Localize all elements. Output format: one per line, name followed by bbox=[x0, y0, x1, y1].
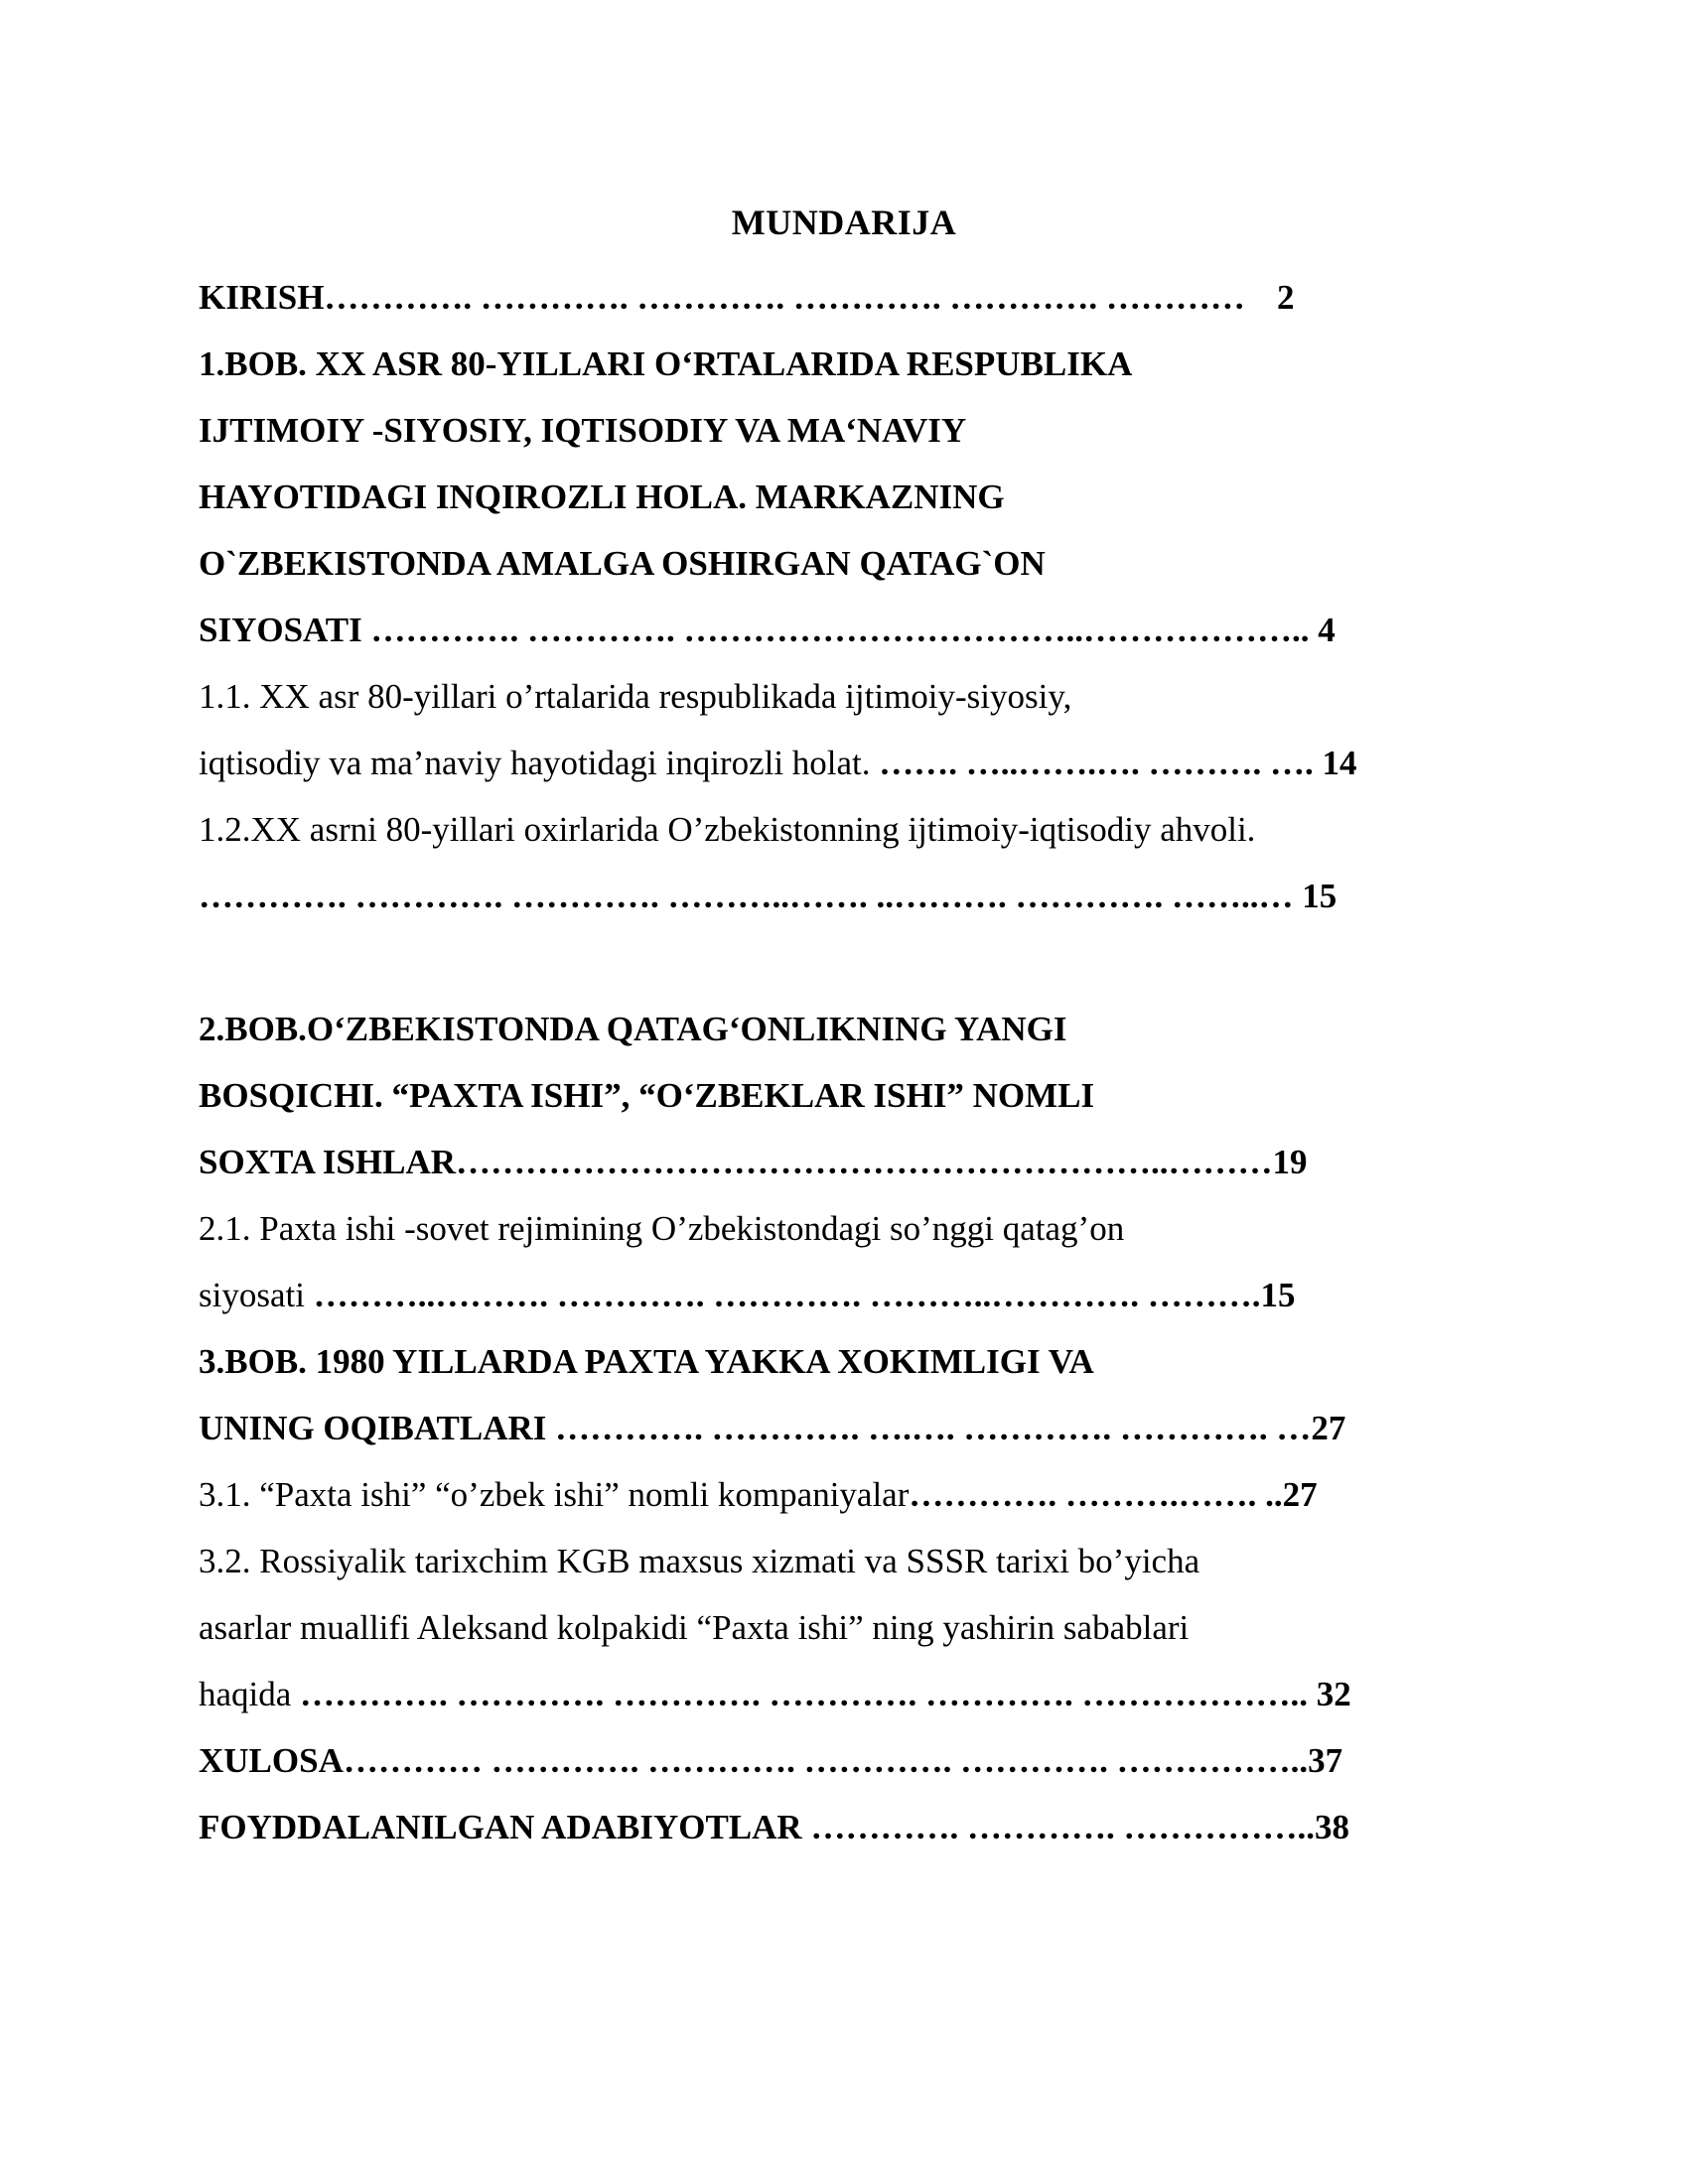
toc-entry-kirish bbox=[199, 264, 1489, 331]
toc-chapter-3-line-1: 3.BOB. 1980 YILLARDA PAXTA YAKKA XOKIMLIGI VA bbox=[199, 1342, 1094, 1381]
page-title: MUNDARIJA bbox=[731, 203, 957, 242]
toc-leader-dots: ………..………. …………. …………. ………..…………. ……….15 bbox=[304, 1276, 1296, 1314]
toc-entry-xulosa: XULOSA………… …………. …………. …………. …………. ……………..37 bbox=[199, 1741, 1343, 1780]
toc-chapter-1-line-4: O`ZBEKISTONDA AMALGA OSHIRGAN QATAG`ON bbox=[199, 544, 1046, 583]
toc-chapter-1-line-2: IJTIMOIY -SIYOSIY, IQTISODIY VA MA‘NAVIY bbox=[199, 411, 967, 450]
toc-entry-text: haqida bbox=[199, 1675, 292, 1713]
toc-chapter-1-line-5: SIYOSATI …………. …………. ……………………………..……………….. 4 bbox=[199, 611, 1336, 649]
toc-section-2-1-line-2 bbox=[199, 1262, 1489, 1328]
toc-entry-text: KIRISH…………. …………. …………. …………. …………. ………… bbox=[199, 278, 1245, 317]
toc-chapter-2-line-3: SOXTA ISHLAR……………………………………………………..………19 bbox=[199, 1143, 1308, 1181]
toc-entry-text: iqtisodiy va ma’naviy hayotidagi inqirozli holat. bbox=[199, 744, 871, 782]
spacer bbox=[199, 929, 1489, 996]
toc-section-3-1 bbox=[199, 1461, 1489, 1528]
toc-chapter-2-line-1: 2.BOB.O‘ZBEKISTONDA QATAG‘ONLIKNING YANGI bbox=[199, 1010, 1067, 1048]
toc-leader-dots: …………. …………. …………. …………. …………. ……………….. 32 bbox=[291, 1675, 1351, 1713]
toc-leader-dots: …………. ……….……. ..27 bbox=[909, 1475, 1318, 1514]
toc-section-1-1-line-1: 1.1. XX asr 80-yillari o’rtalarida respublikada ijtimoiy-siyosiy, bbox=[199, 677, 1072, 716]
toc-section-3-2-line-3 bbox=[199, 1661, 1489, 1727]
toc-entry-adabiyotlar: FOYDDALANILGAN ADABIYOTLAR …………. …………. ……………..38 bbox=[199, 1808, 1349, 1846]
toc-entry-text: siyosati bbox=[199, 1276, 305, 1314]
toc-chapter-2-line-2: BOSQICHI. “PAXTA ISHI”, “O‘ZBEKLAR ISHI” NOMLI bbox=[199, 1076, 1095, 1115]
toc-chapter-1-line-3: HAYOTIDAGI INQIROZLI HOLA. MARKAZNING bbox=[199, 478, 1005, 516]
toc-section-1-2-line-1: 1.2.XX asrni 80-yillari oxirlarida O’zbekistonning ijtimoiy-iqtisodiy ahvoli. bbox=[199, 810, 1256, 849]
toc-chapter-1-line-1: 1.BOB. XX ASR 80-YILLARI O‘RTALARIDA RESPUBLIKA bbox=[199, 344, 1133, 383]
toc-section-1-2-line-2: …………. …………. …………. ………..……. ..………. …………. ……..… 15 bbox=[199, 877, 1337, 915]
toc-chapter-3-line-2: UNING OQIBATLARI …………. …………. ….…. …………. …………. …27 bbox=[199, 1409, 1346, 1447]
toc-section-1-1-line-2 bbox=[199, 730, 1489, 796]
toc-entry-text: 3.1. “Paxta ishi” “o’zbek ishi” nomli kompaniyalar bbox=[199, 1475, 910, 1514]
toc-section-3-2-line-1: 3.2. Rossiyalik tarixchim KGB maxsus xizmati va SSSR tarixi bo’yicha bbox=[199, 1542, 1200, 1580]
toc-leader-dots: ……. …..…….…. ………. …. 14 bbox=[870, 744, 1357, 782]
table-of-contents bbox=[199, 264, 1489, 1860]
toc-section-3-2-line-2: asarlar muallifi Aleksand kolpakidi “Paxta ishi” ning yashirin sabablari bbox=[199, 1608, 1190, 1647]
toc-page-number: 2 bbox=[1276, 278, 1295, 317]
toc-section-2-1-line-1: 2.1. Paxta ishi -sovet rejimining O’zbekistondagi so’nggi qatag’on bbox=[199, 1209, 1125, 1248]
